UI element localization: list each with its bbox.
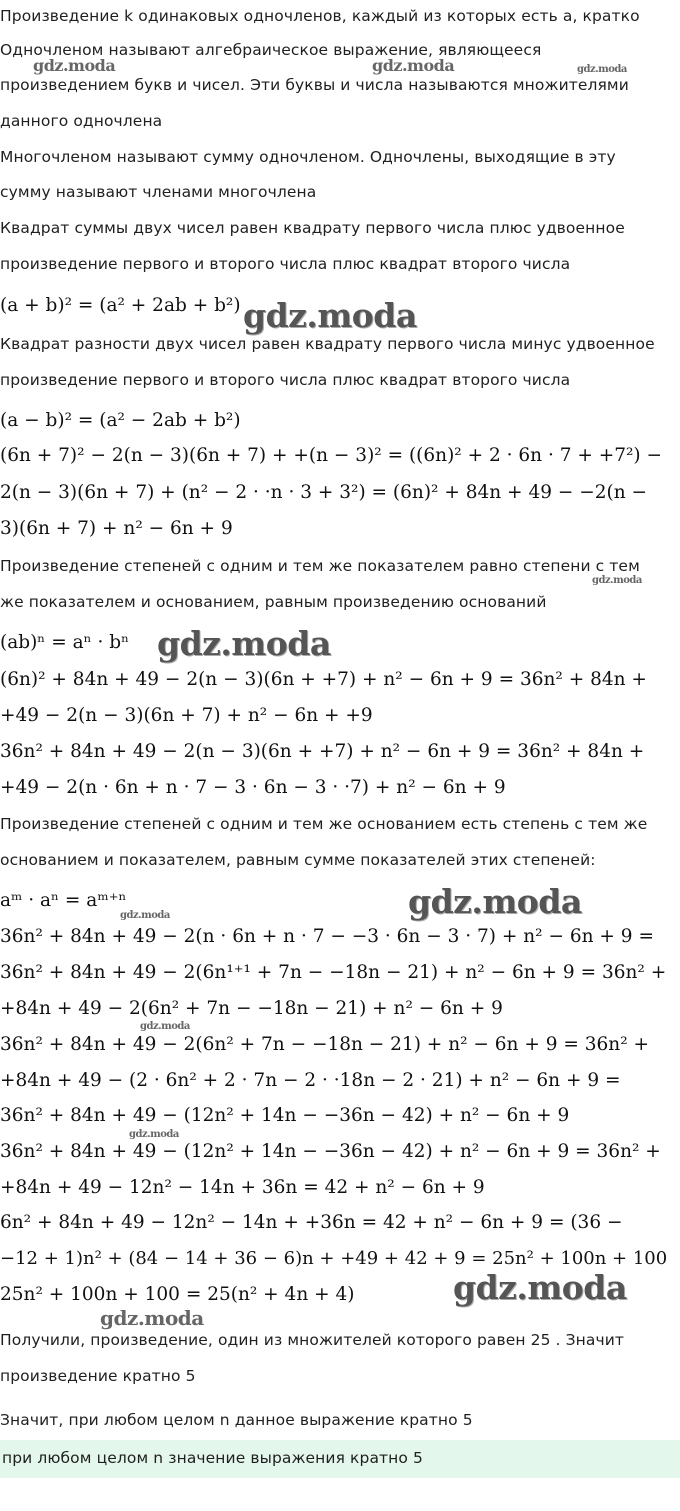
formula-line: 6n² + 84n + 49 − 12n² − 14n + +36n = 42 + n² − 6n + 9 = (36 − xyxy=(0,1212,623,1233)
formula-line: +84n + 49 − 12n² − 14n + 36n = 42 + n² − 6n + 9 xyxy=(0,1177,485,1198)
text-line: Произведение степеней с одним и тем же основанием есть степень с тем же xyxy=(0,815,648,833)
text-line: Многочленом называют сумму одночленом. Одночлены, выходящие в эту xyxy=(0,148,616,166)
text-line: основанием и показателем, равным сумме показателей этих степеней: xyxy=(0,851,596,869)
formula-line: aᵐ · aⁿ = aᵐ⁺ⁿ xyxy=(0,890,127,911)
formula-line: +84n + 49 − 2(6n² + 7n − −18n − 21) + n² − 6n + 9 xyxy=(0,998,503,1019)
watermark: gdz.moda xyxy=(129,1129,179,1140)
text-line: Произведение степеней с одним и тем же показателем равно степени с тем xyxy=(0,557,640,575)
text-line: произведением букв и чисел. Эти буквы и числа называются множителями xyxy=(0,76,629,94)
watermark: gdz.moda xyxy=(453,1268,627,1307)
formula-line: 36n² + 84n + 49 − 2(6n² + 7n − −18n − 21) + n² − 6n + 9 = 36n² + xyxy=(0,1034,650,1055)
answer-box xyxy=(0,1440,680,1478)
formula-line: −12 + 1)n² + (84 − 14 + 36 − 6)n + +49 + 42 + 9 = 25n² + 100n + 100 xyxy=(0,1248,668,1269)
formula-line: +84n + 49 − (2 · 6n² + 2 · 7n − 2 · ·18n − 2 · 21) + n² − 6n + 9 = xyxy=(0,1070,621,1091)
formula-line: 36n² + 84n + 49 − 2(n · 6n + n · 7 − −3 · 6n − 3 · 7) + n² − 6n + 9 = xyxy=(0,926,654,947)
formula-line: 36n² + 84n + 49 − 2(n − 3)(6n + +7) + n² − 6n + 9 = 36n² + 84n + xyxy=(0,741,645,762)
formula-line: 36n² + 84n + 49 − (12n² + 14n − −36n − 42) + n² − 6n + 9 xyxy=(0,1105,570,1126)
text-line: данного одночлена xyxy=(0,112,163,130)
watermark: gdz.moda xyxy=(140,1021,190,1032)
formula-line: (6n + 7)² − 2(n − 3)(6n + 7) + +(n − 3)² = ((6n)² + 2 · 6n · 7 + +7²) − xyxy=(0,445,663,466)
text-line: произведение первого и второго числа плюс квадрат второго числа xyxy=(0,255,571,273)
text-line: Квадрат разности двух чисел равен квадрату первого числа минус удвоенное xyxy=(0,335,655,353)
answer-text: при любом целом n значение выражения кратно 5 xyxy=(2,1449,423,1467)
watermark: gdz.moda xyxy=(408,882,582,921)
formula-line: +49 − 2(n · 6n + n · 7 − 3 · 6n − 3 · ·7) + n² − 6n + 9 xyxy=(0,777,506,798)
text-line: произведение первого и второго числа плюс квадрат второго числа xyxy=(0,371,571,389)
formula-line: 25n² + 100n + 100 = 25(n² + 4n + 4) xyxy=(0,1284,355,1305)
text-line: Получили, произведение, один из множителей которого равен 25 . Значит xyxy=(0,1331,625,1349)
watermark: gdz.moda xyxy=(592,575,642,586)
formula-line: 3)(6n + 7) + n² − 6n + 9 xyxy=(0,518,233,539)
watermark: gdz.moda xyxy=(100,1306,204,1330)
text-line: Произведение k одинаковых одночленов, каждый из которых есть a, кратко xyxy=(0,7,640,25)
watermark: gdz.moda xyxy=(33,56,116,75)
text-line: сумму называют членами многочлена xyxy=(0,183,317,201)
text-line: Квадрат суммы двух чисел равен квадрату первого числа плюс удвоенное xyxy=(0,219,625,237)
watermark: gdz.moda xyxy=(120,910,170,921)
watermark: gdz.moda xyxy=(243,296,417,335)
formula-line: +49 − 2(n − 3)(6n + 7) + n² − 6n + +9 xyxy=(0,705,373,726)
formula-line: (a − b)² = (a² − 2ab + b²) xyxy=(0,410,241,431)
formula-line: 36n² + 84n + 49 − (12n² + 14n − −36n − 42) + n² − 6n + 9 = 36n² + xyxy=(0,1141,661,1162)
text-line: Одночленом называют алгебраическое выражение, являющееся xyxy=(0,41,542,59)
text-line: же показателем и основанием, равным произведению оснований xyxy=(0,593,547,611)
watermark: gdz.moda xyxy=(577,64,627,75)
text-line: Значит, при любом целом n данное выражение кратно 5 xyxy=(0,1411,473,1429)
formula-line: (a + b)² = (a² + 2ab + b²) xyxy=(0,295,241,316)
formula-line: 36n² + 84n + 49 − 2(6n¹⁺¹ + 7n − −18n − 21) + n² − 6n + 9 = 36n² + xyxy=(0,962,667,983)
watermark: gdz.moda xyxy=(372,56,455,75)
watermark: gdz.moda xyxy=(157,624,331,663)
formula-line: 2(n − 3)(6n + 7) + (n² − 2 · ·n · 3 + 3²) = (6n)² + 84n + 49 − −2(n − xyxy=(0,482,648,503)
text-line: произведение кратно 5 xyxy=(0,1367,196,1385)
formula-line: (ab)ⁿ = aⁿ · bⁿ xyxy=(0,632,130,653)
formula-line: (6n)² + 84n + 49 − 2(n − 3)(6n + +7) + n² − 6n + 9 = 36n² + 84n + xyxy=(0,669,647,690)
